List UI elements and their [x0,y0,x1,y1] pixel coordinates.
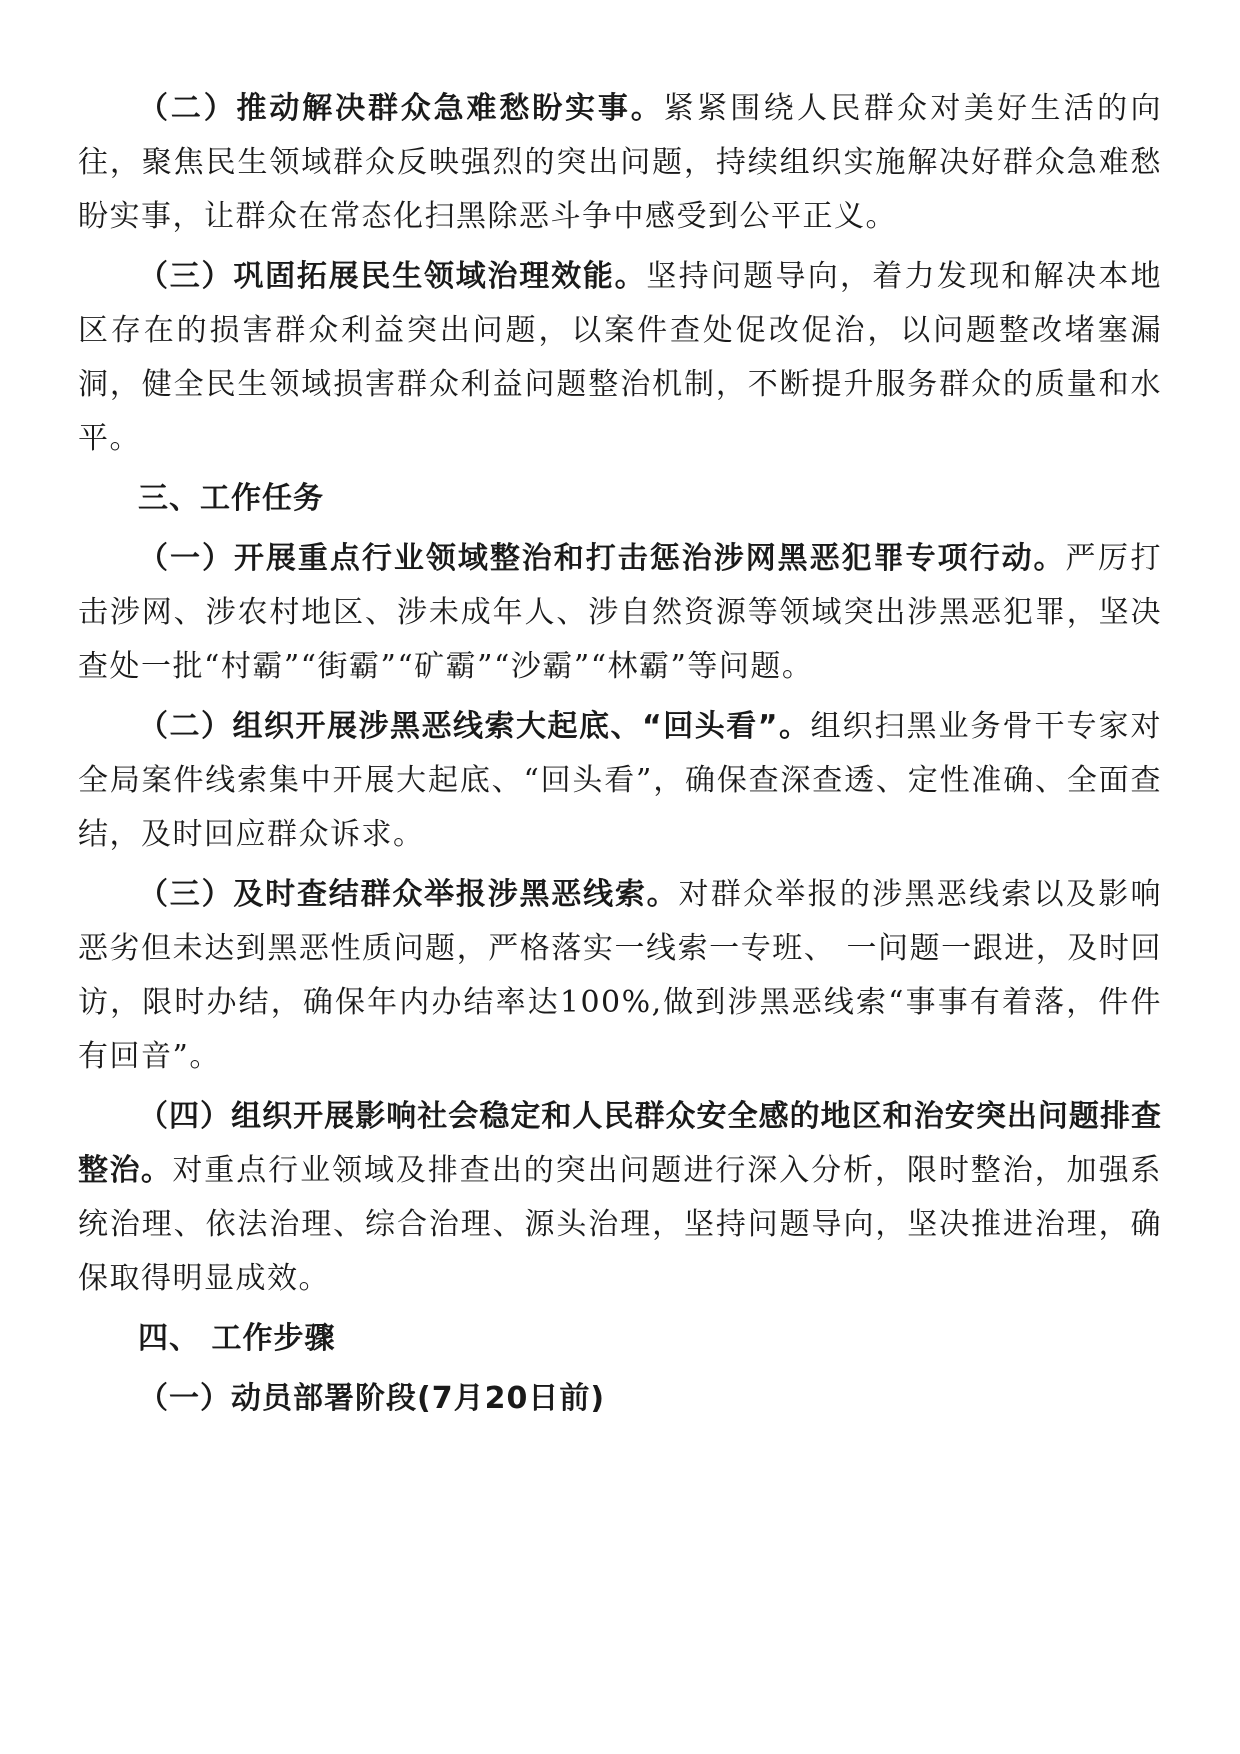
paragraph-task-1 [78,532,1162,694]
paragraph-lead: （二）组织开展涉黑恶线索大起底、“回头看”。 [138,709,811,744]
paragraph-governance-efficiency [78,250,1162,466]
paragraph-text: 对重点行业领域及排查出的突出问题进行深入分析，限时整治，加强系统治理、依法治理、综合治理、源头治理，坚持问题导向，坚决推进治理，确保取得明显成效。 [78,1153,1163,1296]
paragraph-lead: （三）巩固拓展民生领域治理效能。 [138,259,647,294]
paragraph-task-4 [78,1090,1162,1306]
paragraph-task-3 [78,868,1162,1084]
section-heading-steps: 四、 工作步骤 [138,1321,336,1356]
paragraph-text: 坚持问题导向，着力发现和解决本地区存在的损害群众利益突出问题，以案件查处促改促治，以问题整改堵塞漏洞，健全民生领域损害群众利益问题整治机制，不断提升服务群众的质量和水平。 [78,259,1163,456]
paragraph-text: 组织扫黑业务骨干专家对全局案件线索集中开展大起底、“回头看”，确保查深查透、定性准确、全面查结，及时回应群众诉求。 [78,709,1163,852]
paragraph-text: 对群众举报的涉黑恶线索以及影响恶劣但未达到黑恶性质问题，严格落实一线索一专班、 一问题一跟进，及时回访，限时办结，确保年内办结率达100%,做到涉黑恶线索“事事有着落，件件有回音”。 [78,877,1163,1074]
paragraph-lead: （一）开展重点行业领域整治和打击惩治涉网黑恶犯罪专项行动。 [138,541,1066,576]
paragraph-urgent-matters [78,82,1162,244]
subheading-mobilization-stage: （一）动员部署阶段(7月20日前) [138,1381,606,1416]
document-body [78,82,1162,1432]
paragraph-lead: （四）组织开展影响社会稳定和人民群众安全感的地区和治安突出问题排查整治。 [78,1099,1162,1188]
section-heading-tasks: 三、工作任务 [138,481,324,516]
paragraph-text: 紧紧围绕人民群众对美好生活的向往，聚焦民生领域群众反映强烈的突出问题，持续组织实施解决好群众急难愁盼实事，让群众在常态化扫黑除恶斗争中感受到公平正义。 [78,91,1163,234]
paragraph-text: 严厉打击涉网、涉农村地区、涉未成年人、涉自然资源等领域突出涉黑恶犯罪，坚决查处一批“村霸”“街霸”“矿霸”“沙霸”“林霸”等问题。 [78,541,1162,684]
paragraph-lead: （三）及时查结群众举报涉黑恶线索。 [138,877,679,912]
paragraph-lead: （二）推动解决群众急难愁盼实事。 [138,91,664,126]
paragraph-task-2 [78,700,1162,862]
